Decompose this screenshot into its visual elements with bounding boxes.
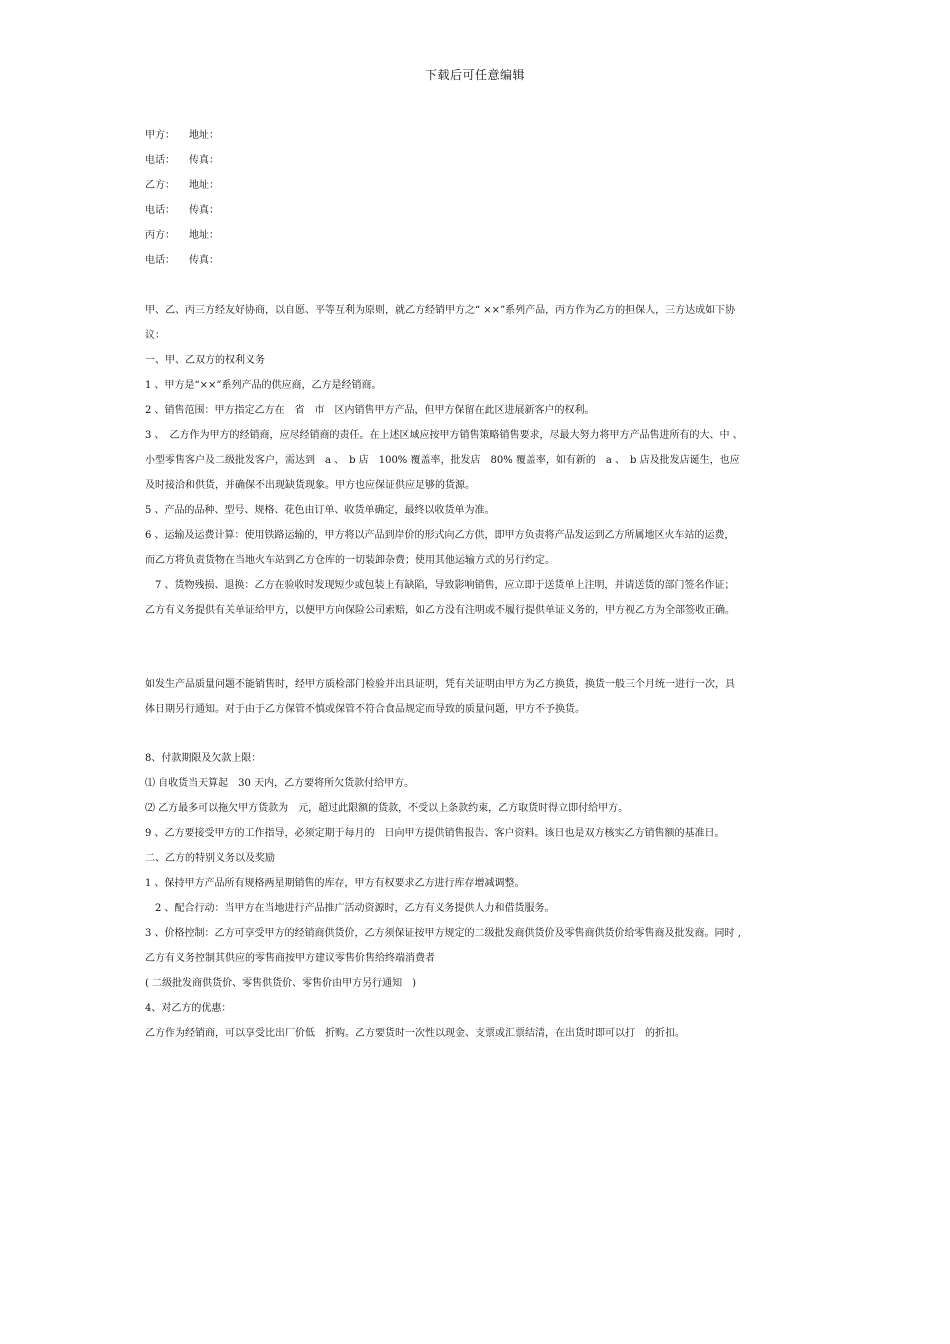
clause-5: 5 、产品的品种、型号、规格、花色由订单、收货单确定，最终以收货单为准。 [145, 505, 495, 516]
party-label: 乙方： [145, 180, 175, 191]
party-field: 地址： [189, 130, 219, 141]
clause-7-cont: 乙方有义务提供有关单证给甲方，以便甲方向保险公司索赔，如乙方没有注明或不履行提供单证义务的，甲方视乙方为全部签收正确。 [145, 605, 735, 616]
party-label: 甲方： [145, 130, 175, 141]
clause-8-item-2: ⑵ 乙方最多可以拖欠甲方货款为 元，超过此限额的货款，不受以上条款约束，乙方取货时得立即付给甲方。 [145, 803, 629, 814]
contract-section-2 [145, 746, 815, 1046]
party-c-address-row [145, 228, 445, 253]
contract-section-1 [145, 298, 815, 623]
party-a-phone-row [145, 153, 445, 178]
clause-3: 3 、 乙方作为甲方的经销商，应尽经销商的责任。在上述区域应按甲方销售策略销售要求，尽最大努力将甲方产品售进所有的大、中 、 [145, 430, 743, 441]
clause-1: 1 、甲方是“××”系列产品的供应商，乙方是经销商。 [145, 380, 382, 391]
party-field: 地址： [189, 180, 219, 191]
clause-6-cont: 而乙方将负责货物在当地火车站到乙方仓库的一切装卸杂费；使用其他运输方式的另行约定。 [145, 555, 555, 566]
intro-line-cont: 议： [145, 330, 165, 341]
quality-paragraph [145, 672, 815, 722]
party-b-phone-row [145, 203, 445, 228]
clause-7: 7 、货物残损、退换：乙方在验收时发现短少或包装上有缺陷，导致影响销售，应立即于送货单上注明，并请送货的部门签名作证； [155, 580, 735, 591]
obligation-1: 1 、保持甲方产品所有规格两星期销售的库存，甲方有权要求乙方进行库存增减调整。 [145, 878, 525, 889]
party-label: 电话： [145, 155, 175, 166]
intro-line: 甲、乙、丙三方经友好协商，以自愿、平等互利为原则，就乙方经销甲方之“ ××”系列产品，丙方作为乙方的担保人，三方达成如下协 [145, 305, 736, 316]
clause-2: 2 、销售范围：甲方指定乙方在 省 市 区内销售甲方产品，但甲方保留在此区进展新客户的权利。 [145, 405, 595, 416]
party-label: 丙方： [145, 230, 175, 241]
clause-8: 8、付款期限及欠款上限： [145, 753, 262, 764]
obligation-3-cont: 乙方有义务控制其供应的零售商按甲方建议零售价售给终端消费者 [145, 953, 435, 964]
party-field: 传真： [189, 255, 219, 266]
quality-line: 如发生产品质量问题不能销售时，经甲方质检部门检验并出具证明，凭有关证明由甲方为乙方换货，换货一般三个月统一进行一次，具 [145, 679, 735, 690]
party-label: 电话： [145, 255, 175, 266]
clause-3-cont: 及时接洽和供货，并确保不出现缺货现象。甲方也应保证供应足够的货源。 [145, 480, 475, 491]
clause-6: 6 、运输及运费计算：使用铁路运输的，甲方将以产品到岸价的形式向乙方供，即甲方负责将产品发运到乙方所属地区火车站的运费， [145, 530, 735, 541]
section-heading: 二、乙方的特别义务以及奖励 [145, 853, 275, 864]
party-field: 传真： [189, 155, 219, 166]
page-header: 下载后可任意编辑 [424, 68, 525, 82]
party-a-address-row [145, 128, 445, 153]
discount-line: 乙方作为经销商，可以享受比出厂价低 折购。乙方要货时一次性以现金、支票或汇票结清，在出货时即可以打 的折扣。 [145, 1028, 685, 1039]
party-c-phone-row [145, 253, 445, 278]
obligation-3: 3 、价格控制：乙方可享受甲方的经销商供货价，乙方须保证按甲方规定的二级批发商供货价及零售商供货价给零售商及批发商。同时 , [145, 928, 741, 939]
party-field: 地址： [189, 230, 219, 241]
section-heading: 一、甲、乙双方的权利义务 [145, 355, 265, 366]
price-note: ( 二级批发商供货价、零售供货价、零售价由甲方另行通知 ) [145, 978, 416, 989]
party-label: 电话： [145, 205, 175, 216]
party-field: 传真： [189, 205, 219, 216]
obligation-2: 2 、配合行动：当甲方在当地进行产品推广活动资源时，乙方有义务提供人力和借货服务。 [155, 903, 555, 914]
obligation-4: 4、对乙方的优惠： [145, 1003, 232, 1014]
clause-9: 9 、乙方要接受甲方的工作指导，必须定期于每月的 日向甲方提供销售报告、客户资料。该日也是双方核实乙方销售额的基准日。 [145, 828, 725, 839]
quality-line-cont: 体日期另行通知。对于由于乙方保管不慎或保管不符合食品规定而导致的质量问题，甲方不予换货。 [145, 704, 585, 715]
clause-8-item-1: ⑴ 自收货当天算起 30 天内，乙方要将所欠货款付给甲方。 [145, 778, 415, 789]
party-info [145, 128, 445, 278]
party-b-address-row [145, 178, 445, 203]
clause-3-cont: 小型零售客户及二级批发客户，需达到 a 、 b 店 100% 覆盖率，批发店 80% 覆盖率，如有新的 a 、 b 店及批发店诞生，也应 [145, 455, 740, 466]
